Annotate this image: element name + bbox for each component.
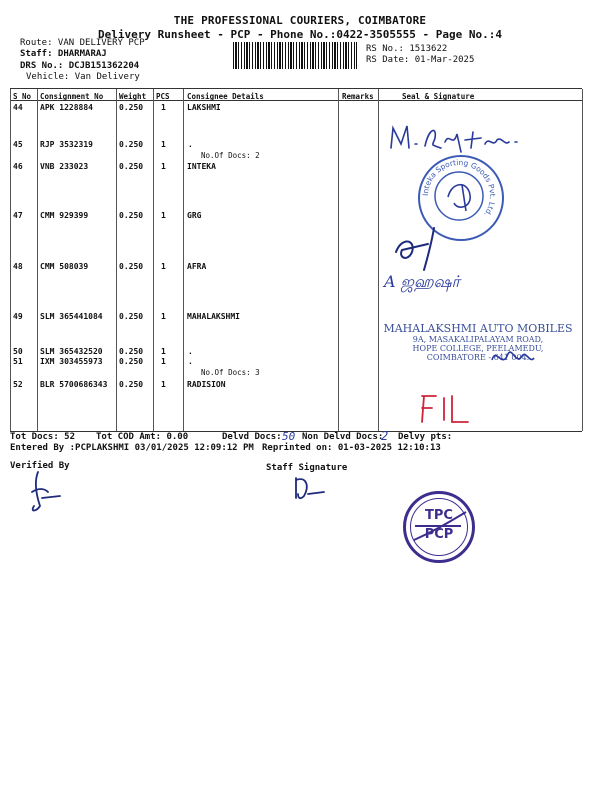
delivered-docs-label: Delvd Docs: xyxy=(222,432,282,442)
col-header-seal: Seal & Signature xyxy=(402,92,475,101)
row-weight: 0.250 xyxy=(119,347,144,356)
col-divider xyxy=(183,89,184,431)
col-header-pcs: PCS xyxy=(156,92,170,101)
row-sno: 47 xyxy=(13,211,23,220)
row-sno: 44 xyxy=(13,103,23,112)
row-consignee: RADISION xyxy=(187,380,226,389)
row-consignment: BLR 5700686343 xyxy=(40,380,108,389)
non-delivered-label: Non Delvd Docs: xyxy=(302,432,384,442)
route-label: Route: VAN DELIVERY PCP xyxy=(20,38,145,48)
row-pcs: 1 xyxy=(161,312,166,321)
col-divider xyxy=(582,89,583,431)
drs-number: DRS No.: DCJB151362204 xyxy=(20,61,140,71)
row-pcs: 1 xyxy=(161,262,166,271)
non-delivered-handwritten: 2 xyxy=(381,429,389,443)
row-consignee: INTEKA xyxy=(187,162,216,171)
row-consignee: MAHALAKSHMI xyxy=(187,312,240,321)
row-weight: 0.250 xyxy=(119,211,144,220)
signature-radision xyxy=(416,390,476,430)
staff-label: Staff: DHARMARAJ xyxy=(20,49,107,59)
reprinted-on: Reprinted on: 01-03-2025 12:10:13 xyxy=(262,443,441,453)
row-pcs: 1 xyxy=(161,347,166,356)
row-sno: 49 xyxy=(13,312,23,321)
staff-signature-label: Staff Signature xyxy=(266,463,348,473)
delivery-points-label: Delvy pts: xyxy=(398,432,453,442)
col-divider xyxy=(116,89,117,431)
table-top-border xyxy=(10,88,582,89)
tpc-stamp-top: TPC xyxy=(425,508,453,523)
verified-by-label: Verified By xyxy=(10,461,70,471)
col-header-weight: Weight xyxy=(119,92,147,101)
col-divider xyxy=(10,89,11,431)
vehicle-label: Vehicle: Van Delivery xyxy=(26,72,140,82)
mahalakshmi-stamp-name: MAHALAKSHMI AUTO MOBILES xyxy=(383,322,573,335)
barcode xyxy=(233,42,357,69)
row-consignment: SLM 365441084 xyxy=(40,312,103,321)
tpc-pcp-stamp xyxy=(403,491,475,563)
col-divider xyxy=(37,89,38,431)
row-pcs: 1 xyxy=(161,103,166,112)
row-weight: 0.250 xyxy=(119,357,144,366)
row-consignee: . xyxy=(188,347,193,356)
mahalakshmi-stamp-address: COIMBATORE - 641 004. xyxy=(426,353,530,362)
mahalakshmi-stamp xyxy=(378,322,578,362)
row-sno: 45 xyxy=(13,140,23,149)
mahalakshmi-stamp-address: 9A, MASAKALIPALAYAM ROAD, xyxy=(412,335,544,344)
rs-number: RS No.: 1513622 xyxy=(366,44,448,54)
total-docs: Tot Docs: 52 xyxy=(10,432,76,442)
entered-by: Entered By :PCPLAKSHMI 03/01/2025 12:09:12 PM xyxy=(10,443,254,453)
row-consignment: CMM 929399 xyxy=(40,211,89,220)
row-weight: 0.250 xyxy=(119,103,144,112)
company-title: THE PROFESSIONAL COURIERS, COIMBATORE xyxy=(173,14,427,27)
row-consignment: SLM 365432520 xyxy=(40,347,103,356)
row-weight: 0.250 xyxy=(119,140,144,149)
row-pcs: 1 xyxy=(161,211,166,220)
mahalakshmi-stamp-address: HOPE COLLEGE, PEELAMEDU, xyxy=(412,344,544,353)
row-sno: 52 xyxy=(13,380,23,389)
row-weight: 0.250 xyxy=(119,312,144,321)
signature-grg xyxy=(388,222,468,272)
row-pcs: 1 xyxy=(161,357,166,366)
tpc-stamp-ink xyxy=(406,494,472,560)
row-consignment: IXM 303455973 xyxy=(40,357,103,366)
delivered-docs-handwritten: 50 xyxy=(282,430,296,443)
row-pcs: 1 xyxy=(161,162,166,171)
row-consignee: . xyxy=(188,357,193,366)
tpc-stamp-bottom: PCP xyxy=(424,527,454,542)
row-weight: 0.250 xyxy=(119,380,144,389)
row-consignee: AFRA xyxy=(187,262,207,271)
row-pcs: 1 xyxy=(161,380,166,389)
staff-signature xyxy=(290,472,330,504)
runsheet-subtitle: Delivery Runsheet - PCP - Phone No.:0422-3505555 - Page No.:4 xyxy=(98,28,502,41)
row-weight: 0.250 xyxy=(119,162,144,171)
rs-date: RS Date: 01-Mar-2025 xyxy=(366,55,475,65)
svg-text:Inteka Sporting Goods Pvt. Ltd: Inteka Sporting Goods Pvt. Ltd. xyxy=(420,157,498,219)
row-sno: 48 xyxy=(13,262,23,271)
col-header-remarks: Remarks xyxy=(342,92,374,101)
col-divider xyxy=(378,89,379,431)
row-consignment: APK 1228884 xyxy=(40,103,93,112)
row-doc-count: No.Of Docs: 3 xyxy=(201,368,260,377)
row-pcs: 1 xyxy=(161,140,166,149)
row-sno: 50 xyxy=(13,347,23,356)
row-consignment: RJP 3532319 xyxy=(40,140,93,149)
row-sno: 46 xyxy=(13,162,23,171)
row-consignee: . xyxy=(188,140,193,149)
signature-afra: A ஜஹஷர் xyxy=(384,272,460,291)
row-weight: 0.250 xyxy=(119,262,144,271)
total-cod: Tot COD Amt: 0.00 xyxy=(96,432,189,442)
row-consignment: CMM 508039 xyxy=(40,262,89,271)
row-consignee: LAKSHMI xyxy=(187,103,221,112)
col-header-consignee: Consignee Details xyxy=(187,92,264,101)
col-divider xyxy=(338,89,339,431)
col-header-sno: S No xyxy=(13,92,32,101)
verified-by-signature xyxy=(26,468,66,518)
row-consignment: VNB 233023 xyxy=(40,162,89,171)
col-divider xyxy=(153,89,154,431)
col-header-consignment: Consignment No xyxy=(40,92,104,101)
row-doc-count: No.Of Docs: 2 xyxy=(201,151,260,160)
row-sno: 51 xyxy=(13,357,23,366)
signature-mahalakshmi xyxy=(488,340,538,374)
row-consignee: GRG xyxy=(187,211,202,220)
